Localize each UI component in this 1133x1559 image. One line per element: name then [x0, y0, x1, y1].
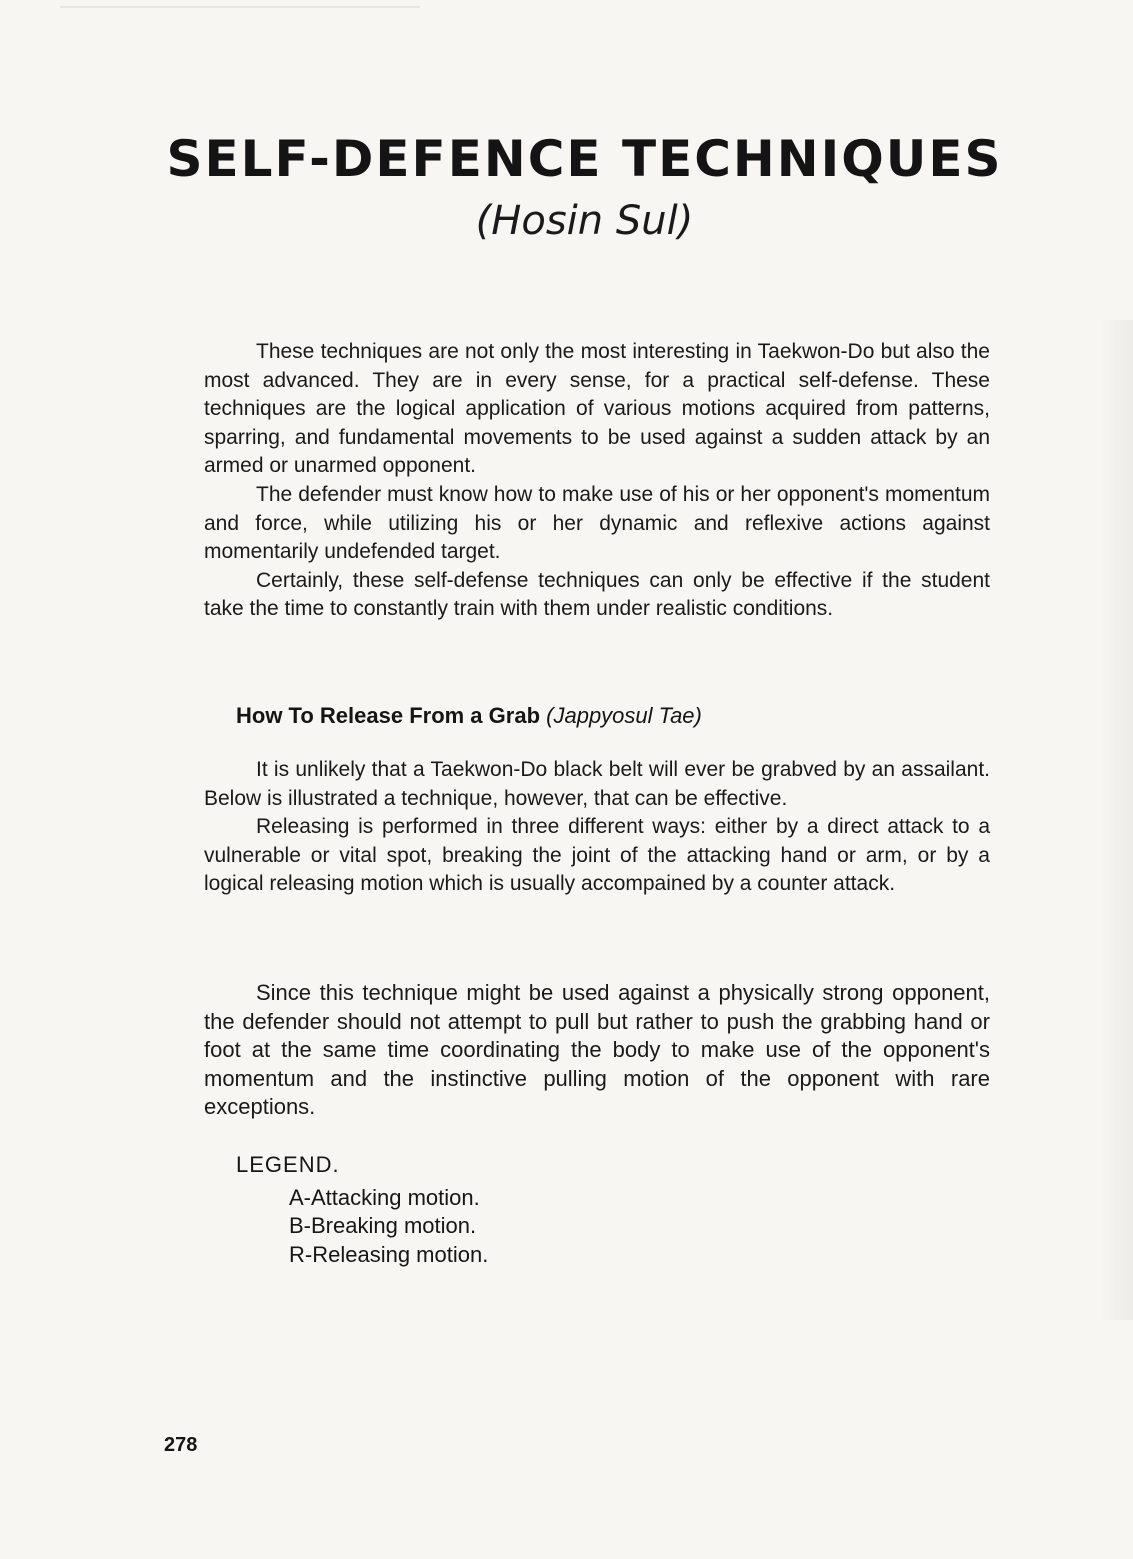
legend-title: LEGEND. — [236, 1152, 340, 1177]
section-heading-korean: (Jappyosul Tae) — [546, 703, 702, 728]
legend-list — [289, 1184, 488, 1269]
grab-paragraph-1: It is unlikely that a Taekwon-Do black belt will ever be grabved by an assailant. Below is illustrated a technique, however, that can be effective. — [204, 758, 990, 810]
grab-paragraph-2: Releasing is performed in three different ways: either by a direct attack to a vulnerable or vital spot, breaking the joint of the attacking hand or arm, or by a logical releasing motion which is usually accompained by a counter attack. — [204, 815, 990, 896]
title-block — [0, 128, 1133, 246]
legend-item-attacking: A-Attacking motion. — [289, 1185, 480, 1210]
intro-paragraph-1: These techniques are not only the most interesting in Taekwon-Do but also the most advanced. They are in every sense, for a practical self-defense. These techniques are the logical application of various motions acquired from patterns, sparring, and fundamental movements to be used against a sudden attack by an armed or unarmed opponent. — [204, 340, 990, 478]
legend-item-releasing: R-Releasing motion. — [289, 1241, 489, 1267]
page-title: SELF-DEFENCE TECHNIQUES — [166, 130, 1003, 188]
closing-paragraph: Since this technique might be used against a physically strong opponent, the defender should not attempt to pull but rather to push the grabbing hand or foot at the same time coordinating the body to make use of the opponent's momentum and the instinctive pulling motion of the opponent with rare exceptions. — [204, 980, 990, 1120]
intro-text — [204, 338, 990, 624]
intro-paragraph-3: Certainly, these self-defense techniques can only be effective if the student take the time to constantly train with them under realistic conditions. — [204, 568, 990, 621]
scan-edge-shadow — [1099, 320, 1133, 1320]
section-heading-text: How To Release From a Grab — [236, 703, 541, 728]
legend-item-breaking: B-Breaking motion. — [289, 1213, 477, 1239]
page-subtitle: (Hosin Sul) — [475, 198, 694, 244]
scan-artifact-line — [60, 6, 420, 8]
intro-paragraph-2: The defender must know how to make use of his or her opponent's momentum and force, while utilizing his or her dynamic and reflexive actions against momentarily undefended target. — [204, 482, 990, 564]
section-heading — [236, 701, 996, 731]
closing-text — [204, 979, 990, 1122]
page-number: 278 — [164, 1434, 198, 1456]
grab-section-text — [204, 756, 990, 899]
